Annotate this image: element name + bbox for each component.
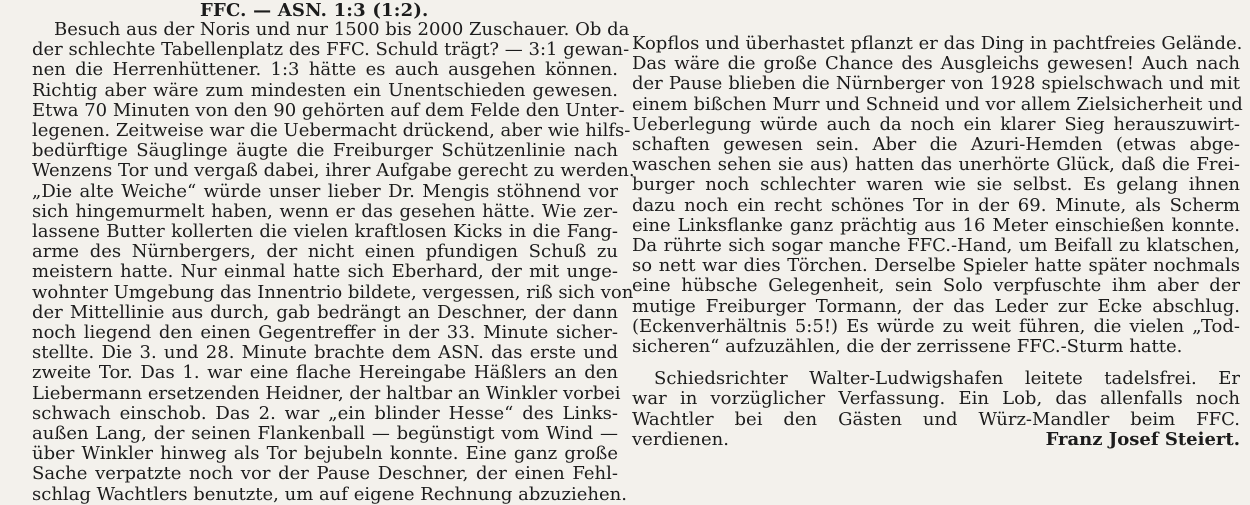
text-line: dazu noch ein recht schönes Tor in der 69. Minute, als Scherm xyxy=(632,194,1240,216)
text-line: schaften gewesen sein. Aber die Azuri-Hemden (etwas abge- xyxy=(632,134,1240,156)
text-line: Kopflos und überhastet pflanzt er das Ding in pachtfreies Gelände. xyxy=(632,33,1243,54)
text-line: war in vorzüglicher Verfassung. Ein Lob, das allenfalls noch xyxy=(632,388,1240,410)
text-line: nen die Herrenhüttener. 1:3 hätte es auch ausgehen können. xyxy=(32,59,618,81)
text-line: Wenzens Tor und vergaß dabei, ihrer Aufgabe gerecht zu werden. xyxy=(32,160,635,182)
text-line: Sache verpatzte noch vor der Pause Deschner, der einen Fehl- xyxy=(32,463,618,485)
text-line: der Mittellinie aus durch, gab bedrängt an Deschner, der dann xyxy=(32,301,618,323)
text-line: Schiedsrichter Walter-Ludwigshafen leitete tadelsfrei. Er xyxy=(654,368,1240,390)
text-line: Da rührte sich sogar manche FFC.-Hand, um Beifall zu klatschen, xyxy=(632,235,1240,257)
text-line: stellte. Die 3. und 28. Minute brachte dem ASN. das erste und xyxy=(32,342,618,364)
text-line: „Die alte Weiche“ würde unser lieber Dr. Mengis stöhnend vor xyxy=(32,180,618,202)
text-line: bedürftige Säuglinge äugte die Freiburger Schützenlinie nach xyxy=(32,140,618,162)
text-line: Etwa 70 Minuten von den 90 gehörten auf dem Felde den Unter- xyxy=(32,99,625,121)
text-line: mutige Freiburger Tormann, der das Leder zur Ecke abschlug. xyxy=(632,295,1240,317)
left-column xyxy=(32,19,635,505)
text-line: verdienen. xyxy=(632,428,729,450)
signature-line xyxy=(632,430,1240,450)
text-line: der schlechte Tabellenplatz des FFC. Schuld trägt? — 3:1 gewan- xyxy=(32,39,630,61)
text-line: außen Lang, der seinen Flankenball — begünstigt vom Wind — xyxy=(32,423,618,445)
text-line: noch liegend den einen Gegentreffer in der 33. Minute sicher- xyxy=(32,322,618,344)
text-line: über Winkler hinweg als Tor bejubeln konnte. Eine ganz große xyxy=(32,443,618,465)
text-line: Wachtler bei den Gästen und Würz-Mandler beim FFC. xyxy=(632,408,1240,430)
text-line: eine hübsche Gelegenheit, sein Solo verpfuschte ihm aber der xyxy=(632,275,1240,297)
author-signature: Franz Josef Steiert. xyxy=(1045,428,1240,450)
right-column xyxy=(632,33,1243,450)
text-line: burger noch schlechter waren wie sie selbst. Es gelang ihnen xyxy=(632,174,1240,196)
referee-paragraph xyxy=(632,369,1240,450)
text-line: so nett war dies Törchen. Derselbe Spieler hatte später nochmals xyxy=(632,255,1240,277)
text-line: einem bißchen Murr und Schneid und vor allem Zielsicherheit und xyxy=(632,93,1243,115)
text-line: arme des Nürnbergers, der nicht einen pfundigen Schuß zu xyxy=(32,241,618,263)
text-line: wohnter Umgebung das Innentrio bildete, vergessen, riß sich von xyxy=(32,281,634,303)
text-line: Besuch aus der Noris und nur 1500 bis 2000 Zuschauer. Ob da xyxy=(54,19,630,40)
text-line: eine Linksflanke ganz prächtig aus 16 Meter einschießen konnte. xyxy=(632,214,1240,236)
text-line: schwach einschob. Das 2. war „ein blinder Hesse“ des Links- xyxy=(32,402,618,424)
text-line: meistern hatte. Nur einmal hatte sich Eberhard, der mit unge- xyxy=(32,261,618,283)
text-line: lassene Butter kollerten die vielen kraftlosen Kicks in die Fang- xyxy=(32,221,618,243)
text-line: Das wäre die große Chance des Ausgleichs gewesen! Auch nach xyxy=(632,53,1240,75)
text-line: Liebermann ersetzenden Heidner, der haltbar an Winkler vorbei xyxy=(32,382,621,404)
text-line: Richtig aber wäre zum mindesten ein Unentschieden gewesen. xyxy=(32,79,618,101)
text-line: (Eckenverhältnis 5:5!) Es würde zu weit führen, die vielen „Tod- xyxy=(632,315,1240,337)
text-line: legenen. Zeitweise war die Uebermacht drückend, aber wie hilfs- xyxy=(32,120,631,142)
text-line: der Pause blieben die Nürnberger von 1928 spielschwach und mit xyxy=(632,73,1240,95)
text-line: zweite Tor. Das 1. war eine flache Hereingabe Häßlers an den xyxy=(32,362,618,384)
text-line: schlag Wachtlers benutzte, um auf eigene Rechnung abzuziehen. xyxy=(32,483,627,505)
article-headline: FFC. — ASN. 1:3 (1:2). xyxy=(200,0,429,21)
text-line: sicheren“ aufzuzählen, die der zerrissene FFC.-Sturm hatte. xyxy=(632,336,1183,358)
text-line: Ueberlegung würde auch da noch ein klarer Sieg herauszuwirt- xyxy=(632,113,1240,135)
text-line: waschen sehen sie aus) hatten das unerhörte Glück, daß die Frei- xyxy=(632,154,1240,176)
text-line: sich hingemurmelt haben, wenn er das gesehen hätte. Wie zer- xyxy=(32,200,618,222)
